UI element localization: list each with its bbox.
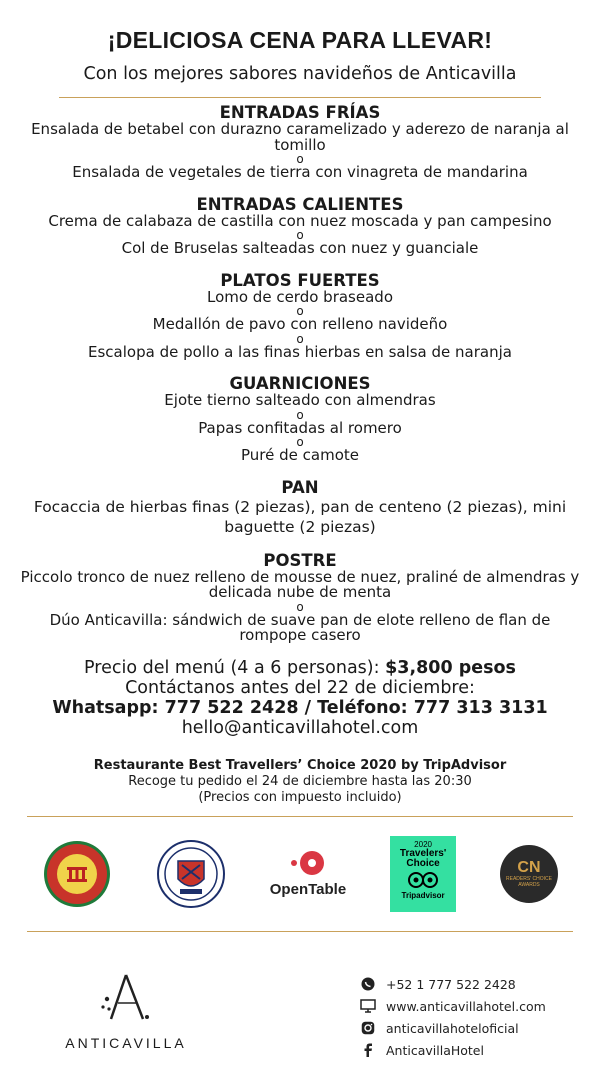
contact-instagram[interactable] xyxy=(360,1017,546,1039)
pricing-block xyxy=(0,658,600,738)
page-subtitle: Con los mejores sabores navideños de Anticavilla xyxy=(83,64,517,84)
menu-item: Ensalada de betabel con durazno caramelizado y aderezo de naranja al tomillo xyxy=(31,120,569,154)
monitor-icon xyxy=(360,999,376,1013)
or-separator: o xyxy=(296,407,304,422)
menu-item: Piccolo tronco de nuez relleno de mousse de nuez, praliné de almendras y delicada nube de menta xyxy=(20,567,580,601)
menu-item: Ensalada de vegetales de tierra con vinagreta de mandarina xyxy=(72,163,528,181)
menu-item: Col de Bruselas salteadas con nuez y guanciale xyxy=(121,239,479,257)
section-title: PAN xyxy=(281,477,319,497)
price-value: $3,800 pesos xyxy=(385,657,516,678)
partner-logos xyxy=(20,829,580,919)
award-text: Restaurante Best Travellers’ Choice 2020 by TripAdvisor xyxy=(93,757,507,773)
section-title: POSTRE xyxy=(263,550,337,570)
opentable-logo xyxy=(270,849,346,898)
menu-item: Medallón de pavo con relleno navideño xyxy=(152,315,448,333)
section-title: PLATOS FUERTES xyxy=(220,270,380,290)
footer xyxy=(0,965,600,1075)
page-title: ¡DELICIOSA CENA PARA LLEVAR! xyxy=(107,27,493,53)
menu-item: Ejote tierno salteado con almendras xyxy=(164,391,436,409)
chaine-rotisseurs-logo xyxy=(156,839,226,909)
badge-brand: Tripadvisor xyxy=(401,890,445,900)
pickup-text: Recoge tu pedido el 24 de diciembre hasta las 20:30 xyxy=(128,773,472,789)
section-pan xyxy=(0,479,600,537)
menu-item: Escalopa de pollo a las finas hierbas en salsa de naranja xyxy=(88,342,512,361)
phone-numbers: Whatsapp: 777 522 2428 / Teléfono: 777 313 3131 xyxy=(52,697,548,718)
opentable-wordmark: OpenTable xyxy=(269,881,347,898)
facebook-icon xyxy=(360,1043,376,1057)
contact-whatsapp[interactable] xyxy=(360,973,546,995)
cn-mark: CN xyxy=(517,858,541,876)
cn-subtext: READERS' CHOICE AWARDS xyxy=(506,875,552,888)
conde-nast-badge xyxy=(500,845,558,903)
gold-divider xyxy=(27,816,573,817)
menu-item: Dúo Anticavilla: sándwich de suave pan de elote relleno de flan de rompope casero xyxy=(49,610,551,644)
menu-item: Puré de camote xyxy=(241,446,359,464)
tripadvisor-badge xyxy=(390,836,456,912)
contact-text: anticavillahoteloficial xyxy=(386,1020,519,1036)
section-platos-fuertes xyxy=(0,272,600,361)
or-separator: o xyxy=(296,152,304,166)
brand-wordmark: ANTICAVILLA xyxy=(65,1035,187,1051)
section-title: GUARNICIONES xyxy=(229,374,371,393)
price-line xyxy=(0,658,600,678)
gold-divider xyxy=(27,931,573,932)
or-separator: o xyxy=(296,331,304,346)
contact-list xyxy=(360,973,546,1061)
or-separator: o xyxy=(296,435,304,449)
contact-facebook[interactable] xyxy=(360,1039,546,1061)
a-monogram-icon xyxy=(101,971,151,1027)
menu-item: Focaccia de hierbas finas (2 piezas), pan de centeno (2 piezas), mini baguette (2 piezas) xyxy=(33,497,567,536)
section-entradas-calientes xyxy=(0,196,600,257)
menu-item: Papas confitadas al romero xyxy=(198,418,402,437)
notes-block xyxy=(0,758,600,806)
gold-divider xyxy=(59,97,541,98)
menu-sections xyxy=(0,104,600,644)
contact-website[interactable] xyxy=(360,995,546,1017)
email-link[interactable]: hello@anticavillahotel.com xyxy=(181,717,419,738)
section-title: ENTRADAS FRÍAS xyxy=(219,103,381,122)
contact-text: +52 1 777 522 2428 xyxy=(386,976,516,992)
accademia-cucina-logo xyxy=(42,839,112,909)
contact-text: AnticavillaHotel xyxy=(386,1042,484,1058)
menu-item: Lomo de cerdo braseado xyxy=(206,287,393,306)
owl-icon xyxy=(406,869,440,889)
or-separator: o xyxy=(296,228,304,242)
badge-year: 2020 xyxy=(414,839,432,849)
price-label: Precio del menú (4 a 6 personas): xyxy=(84,657,386,678)
whatsapp-icon xyxy=(360,977,376,991)
tax-note: (Precios con impuesto incluido) xyxy=(198,789,402,805)
section-title: ENTRADAS CALIENTES xyxy=(196,194,404,214)
badge-title: Travelers' Choice xyxy=(399,847,447,869)
anticavilla-logo xyxy=(56,971,196,1051)
or-separator: o xyxy=(296,599,304,614)
deadline-text: Contáctanos antes del 22 de diciembre: xyxy=(125,677,475,698)
section-postre xyxy=(0,552,600,644)
section-guarniciones xyxy=(0,375,600,464)
instagram-icon xyxy=(360,1021,376,1035)
section-entradas-frias xyxy=(0,104,600,181)
or-separator: o xyxy=(296,304,304,318)
menu-item: Crema de calabaza de castilla con nuez moscada y pan campesino xyxy=(48,211,552,230)
contact-text: www.anticavillahotel.com xyxy=(386,998,546,1014)
